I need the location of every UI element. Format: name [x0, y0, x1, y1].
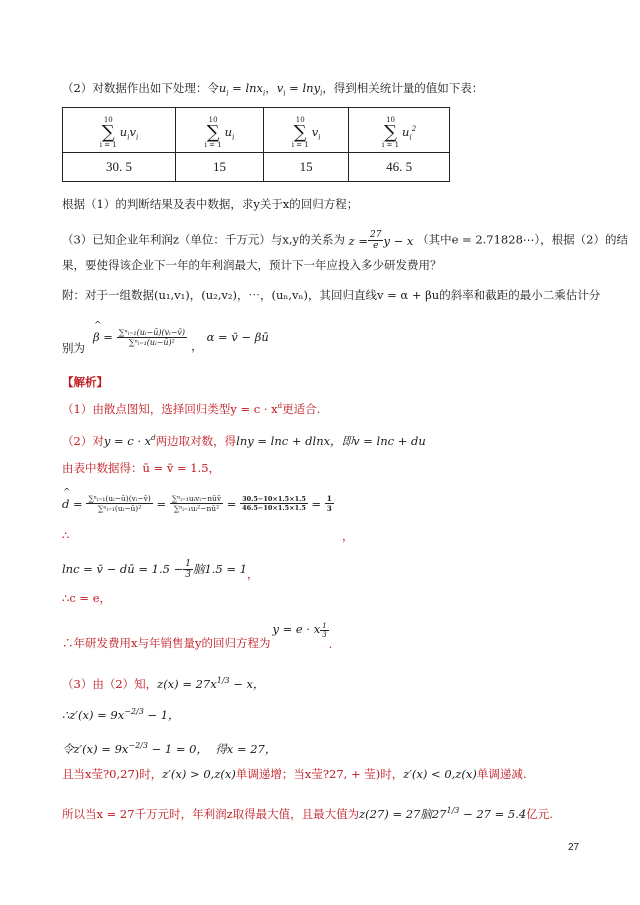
table-cell: 46. 5: [349, 153, 450, 182]
table-header-cell: 10 ∑ i = 1 $u_i$: [176, 108, 264, 153]
table-header-row: [63, 108, 450, 153]
table-header-cell: 10 ∑ i = 1 $u_i^2$: [349, 108, 450, 153]
table-cell: 15: [176, 153, 264, 182]
statistics-table: [62, 107, 450, 182]
table-cell: 30. 5: [63, 153, 176, 182]
solution-8: 所以当x = 27千万元时，年利润z取得最大值，且最大值为z(27) = 27脑$27^{1/3} - 27 = 5.4$亿元.: [62, 806, 553, 821]
solution-5: ∴z′(x) = $9x^{-2/3} - 1$，: [62, 707, 180, 722]
math: $u_i = \ln x_i$: [218, 81, 266, 98]
analysis-heading: 【解析】: [62, 375, 108, 389]
table-header-cell: 10 ∑ i = 1 $v_i$: [263, 108, 348, 153]
c-equals-e: ∴c = e，: [62, 591, 112, 605]
solution-6: 令$z'(x) = 9x^{-2/3} - 1 = 0$， 得x = 27，: [62, 741, 277, 756]
solution-1: （1）由散点图知，选择回归类型$y = c \cdot x^d$更适合.: [62, 402, 321, 416]
math: $v_i = \ln y_i$: [276, 81, 323, 98]
regression-question: 根据（1）的判断结果及表中数据，求y关于x的回归方程；: [62, 197, 359, 211]
problem-line-1: （2）对数据作出如下处理：令$u_i = \ln x_i$，$v_i = \ln y_i$，得到相关统计量的值如下表：: [62, 81, 484, 98]
comma-1: ，: [342, 529, 354, 543]
solution-7: 且当x莹?0,27)时，z′(x) > 0,z(x)单调递增；当x莹?27, + 莹)时，z′(x) < 0,z(x)单调递减.: [62, 767, 527, 781]
table-value-row: [63, 153, 450, 182]
question-3-line-2: 果，要使得该企业下一年的年利润最大，预计下一年应投入多少研发费用？: [62, 258, 442, 272]
question-3-line-1: （3）已知企业年利润z（单位：千万元）与x,y的关系为 z = $\frac{27}{e}$ y − x （其中e = 2.71828⋯），根据（2）的结: [62, 230, 628, 251]
solution-3: 由表中数据得：ū = v̄ = 1.5，: [62, 461, 221, 475]
text: （2）对数据作出如下处理：令: [62, 81, 219, 95]
solution-2: （2）对$y = c \cdot x^d$两边取对数，得lny = lnc + dlnx，即v = lnc + du: [62, 434, 426, 448]
therefore-1: ∴: [62, 528, 70, 542]
table-header-cell: 10 ∑ i = 1 $u_iv_i$: [63, 108, 176, 153]
formula-d: ^ d = $\frac{\text{∑ⁿᵢ₌₁(uᵢ−ū)(vᵢ−v̄)}}{\text{∑ⁿᵢ₌₁(uᵢ−ū)²}}$ = $\frac{\text{∑ⁿᵢ₌₁uᵢvᵢ−nūv̄}}{\text{∑ⁿᵢ₌₁uᵢ²−nū²}}$ = $\frac{30.5-10\times 1.5\times 1.5}{46.5-10\times 1.5\times 1.5}$ = $\frac{1}{3}$: [62, 494, 334, 513]
formula-beta-alpha: 别为 ^ β = $\frac{\text{∑ⁿᵢ₌₁(uᵢ−ū)(vᵢ−v̄)}}{\text{∑ⁿᵢ₌₁(uᵢ−ū)²}}$ ， α = v̄ − βū: [62, 318, 269, 356]
formula-lnc: lnc = v̄ − dū = 1.5 − $\frac{1}{3}$ 脑1.5 = 1 ，: [62, 558, 259, 581]
solution-4: （3）由（2）知，$z(x) = 27x^{1/3} - x$，: [62, 676, 265, 691]
appendix-line: 附：对于一组数据(u₁,v₁)，(u₂,v₂)，⋯，(uₙ,vₙ)，其回归直线v = α + βu的斜率和截距的最小二乘估计分: [62, 288, 601, 302]
page-number: 27: [568, 842, 580, 853]
table-cell: 15: [263, 153, 348, 182]
final-regression: ∴年研发费用x与年销售量y的回归方程为 y = e · x $\frac{1}{3}$ .: [62, 622, 333, 652]
